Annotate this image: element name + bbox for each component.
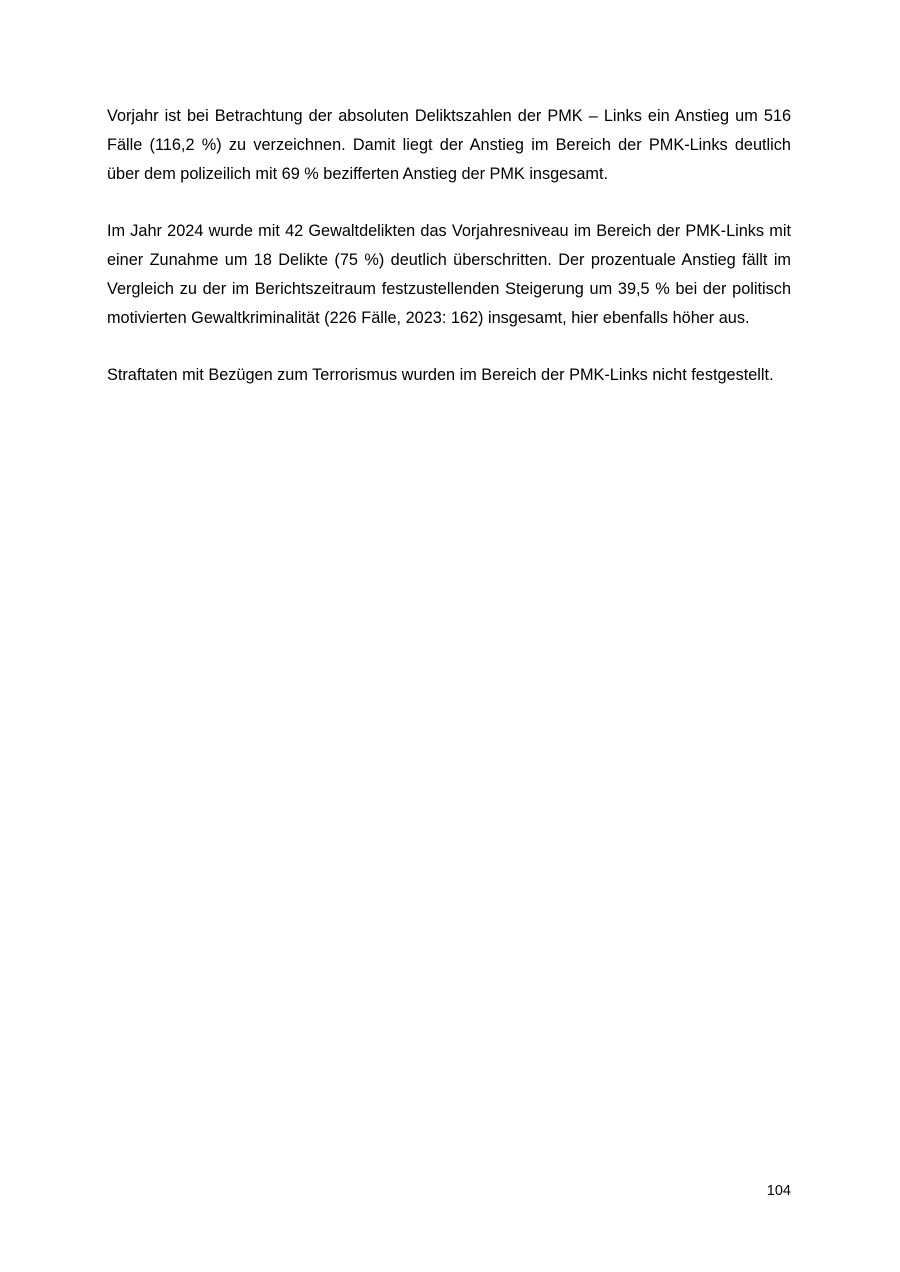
paragraph-terrorism: Straftaten mit Bezügen zum Terrorismus wurden im Bereich der PMK-Links nicht festgestellt. [107, 366, 774, 384]
paragraph-violent-crimes: Im Jahr 2024 wurde mit 42 Gewaltdelikten das Vorjahresniveau im Bereich der PMK-Links mit einer Zunahme um 18 Delikte (75 %) deutlich überschritten. Der prozentuale Anstieg fällt im Vergleich zu der im Berichtszeitraum festzustellenden Steigerung um 39,5 % bei der politisch motivierten Gewaltkriminalität (226 Fälle, 2023: 162) insgesamt, hier ebenfalls höher aus. [107, 222, 791, 327]
page-body [107, 102, 791, 418]
paragraph-pmk-links-increase: Vorjahr ist bei Betrachtung der absoluten Deliktszahlen der PMK – Links ein Anstieg um 516 Fälle (116,2 %) zu verzeichnen. Damit liegt der Anstieg im Bereich der PMK-Links deutlich über dem polizeilich mit 69 % bezifferten Anstieg der PMK insgesamt. [107, 107, 791, 183]
page-number: 104 [766, 1183, 791, 1199]
